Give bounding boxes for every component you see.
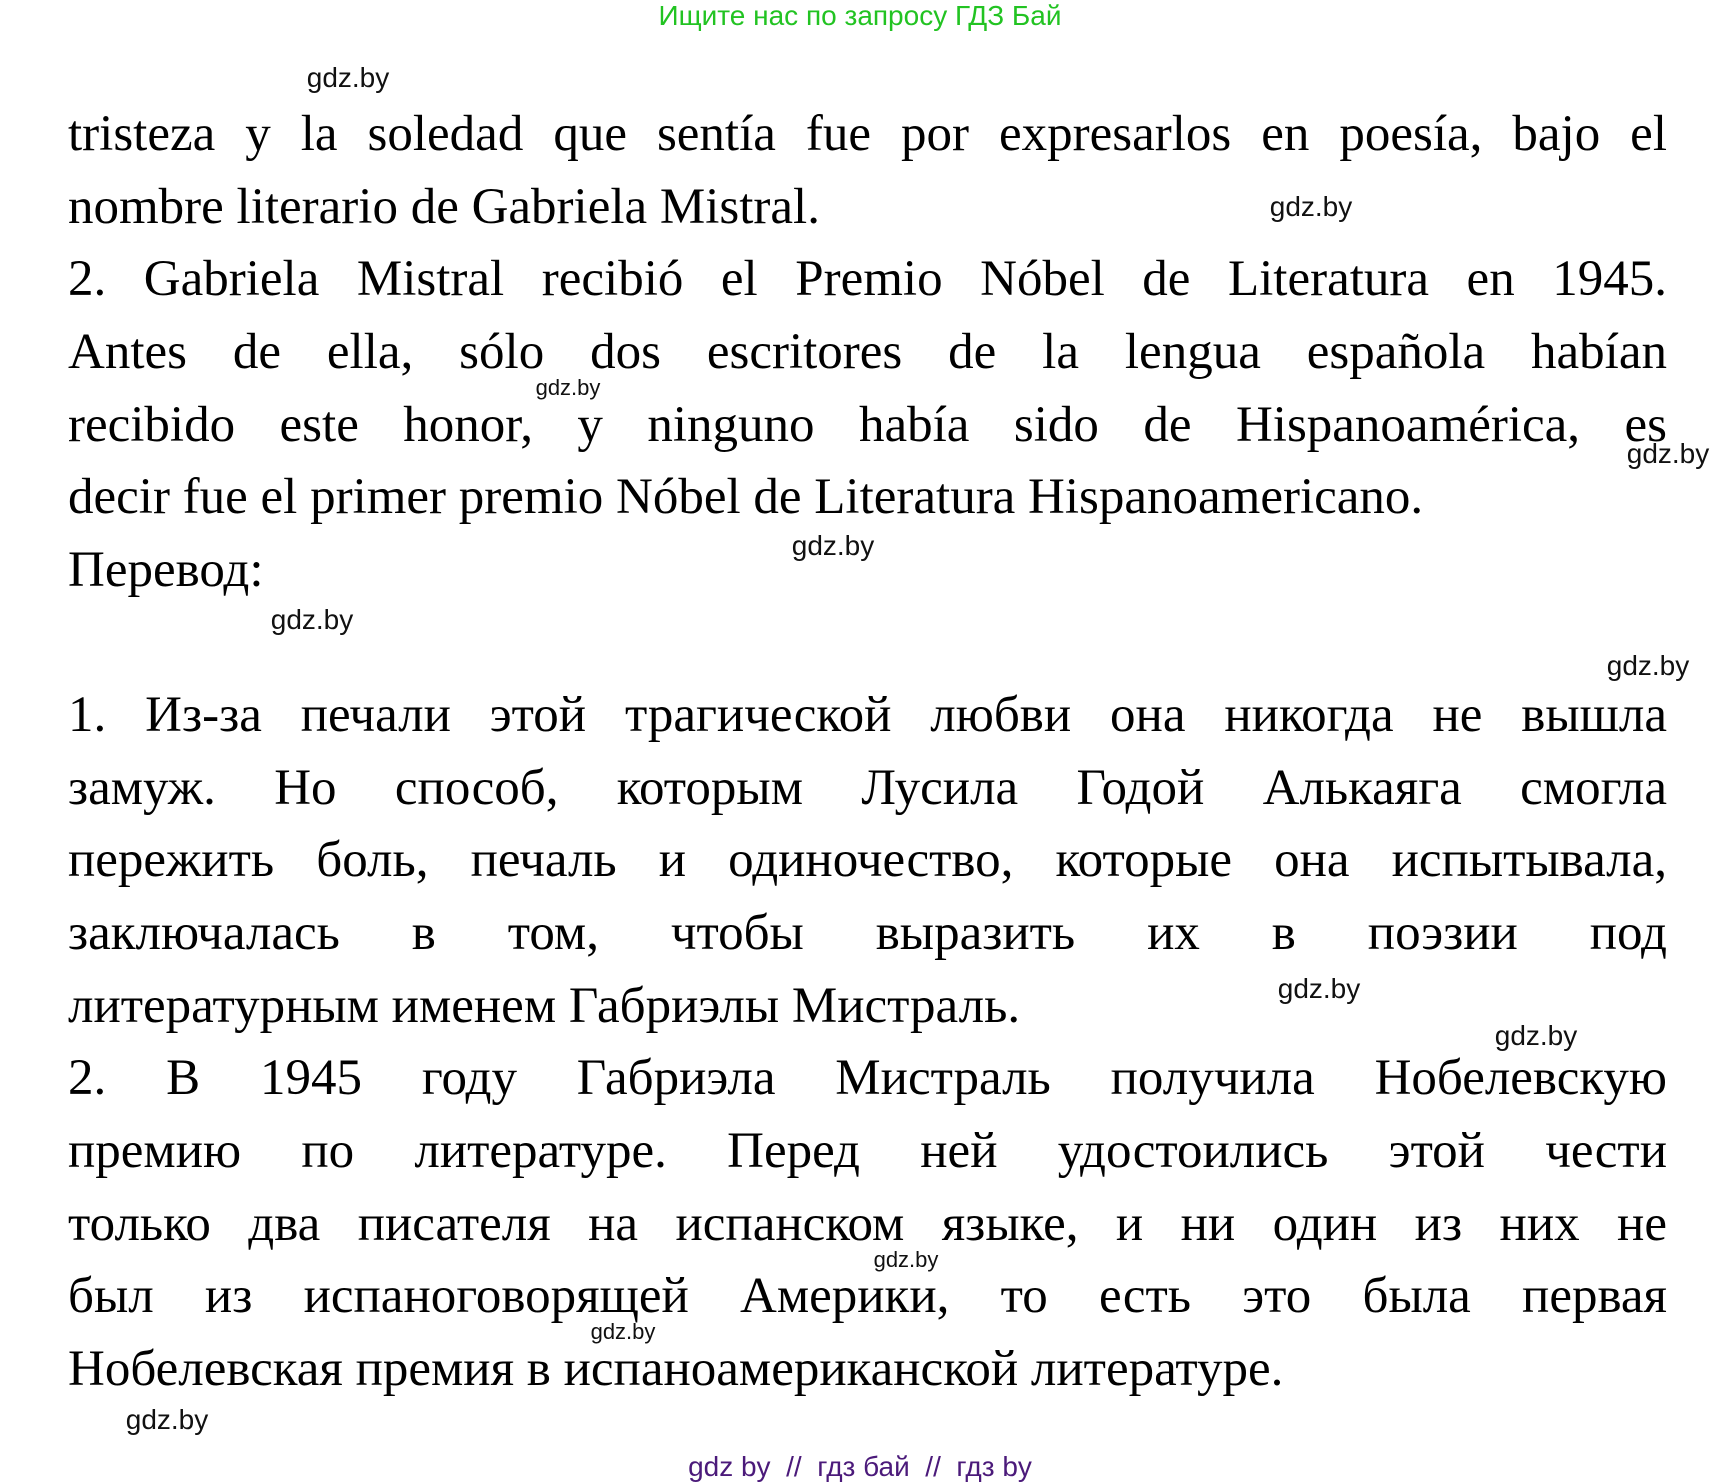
text-line: только два писателя на испанском языке, и ни один из них не xyxy=(68,1196,1667,1252)
watermark: gdz.by xyxy=(791,530,875,561)
text-line: nombre literario de Gabriela Mistral. xyxy=(68,179,820,235)
watermark: gdz.by xyxy=(1626,438,1710,469)
text-line: литературным именем Габриэлы Мистраль. xyxy=(68,978,1021,1034)
text-line: 2. В 1945 году Габриэла Мистраль получила Нобелевскую xyxy=(68,1050,1667,1106)
watermark: gdz.by xyxy=(1606,650,1690,681)
watermark: gdz.by xyxy=(1269,191,1353,222)
footer-site-links: gdz by // гдз бай // гдз by xyxy=(688,1451,1032,1482)
text-line: был из испаноговорящей Америки, то есть это была первая xyxy=(68,1268,1667,1324)
text-line: recibido este honor, y ninguno había sido de Hispanoamérica, es xyxy=(68,397,1667,453)
watermark: gdz.by xyxy=(306,62,390,93)
text-line: замуж. Но способ, которым Лусила Годой Алькаяга смогла xyxy=(68,760,1667,816)
watermark: gdz.by xyxy=(125,1404,209,1435)
text-line: decir fue el primer premio Nóbel de Literatura Hispanoamericano. xyxy=(68,469,1424,525)
text-line: 2. Gabriela Mistral recibió el Premio Nóbel de Literatura en 1945. xyxy=(68,251,1667,307)
text-line: 1. Из-за печали этой трагической любви она никогда не вышла xyxy=(68,687,1667,743)
watermark: gdz.by xyxy=(873,1247,939,1272)
translation-heading: Перевод: xyxy=(68,542,264,598)
watermark: gdz.by xyxy=(590,1319,656,1344)
watermark: gdz.by xyxy=(1277,973,1361,1004)
search-hint-banner: Ищите нас по запросу ГДЗ Бай xyxy=(658,0,1062,31)
text-line: заключалась в том, чтобы выразить их в поэзии под xyxy=(68,905,1667,961)
text-line: Antes de ella, sólo dos escritores de la lengua española habían xyxy=(68,324,1667,380)
watermark: gdz.by xyxy=(1494,1020,1578,1051)
text-line: Нобелевская премия в испаноамериканской литературе. xyxy=(68,1341,1284,1397)
text-line: пережить боль, печаль и одиночество, которые она испытывала, xyxy=(68,832,1667,888)
text-line: премию по литературе. Перед ней удостоились этой чести xyxy=(68,1123,1667,1179)
text-line: tristeza y la soledad que sentía fue por expresarlos en poesía, bajo el xyxy=(68,106,1667,162)
watermark: gdz.by xyxy=(270,604,354,635)
watermark: gdz.by xyxy=(535,375,601,400)
